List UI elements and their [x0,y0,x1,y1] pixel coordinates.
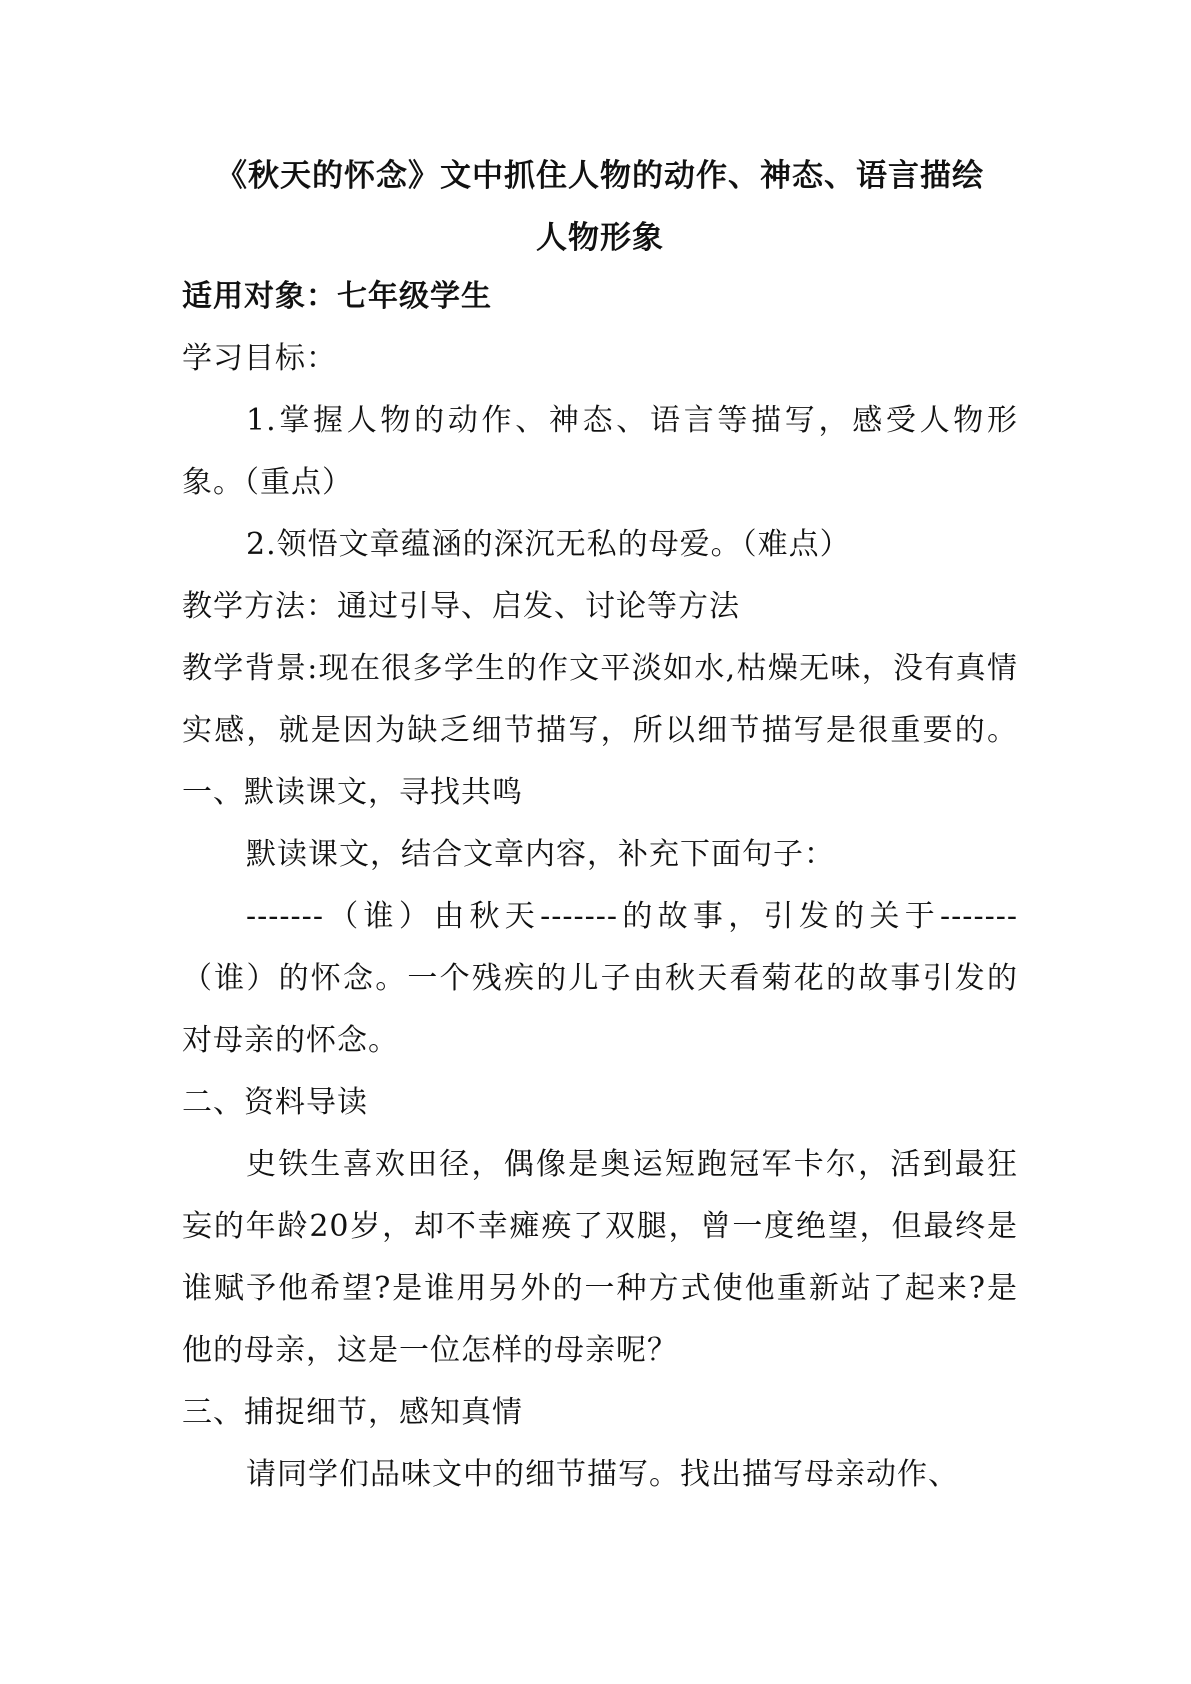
section2-heading: 二、资料导读 [182,1085,368,1120]
audience-line: 适用对象：七年级学生 [182,279,492,314]
goal-item-1: 1.掌握人物的动作、神态、语言等描写，感受人物形象。（重点） [182,403,1018,500]
teaching-background: 教学背景:现在很多学生的作文平淡如水,枯燥无味，没有真情实感，就是因为缺乏细节描写，所以细节描写是很重要的。一、默读课文，寻找共鸣 [182,651,1018,810]
section2-body: 史铁生喜欢田径，偶像是奥运短跑冠军卡尔，活到最狂妄的年龄20岁，却不幸瘫痪了双腿，曾一度绝望，但最终是谁赋予他希望?是谁用另外的一种方式使他重新站了起来?是他的母亲，这是一位怎样的母亲呢？ [182,1147,1018,1368]
goal-item-2: 2.领悟文章蕴涵的深沉无私的母爱。（难点） [246,527,851,562]
goals-heading: 学习目标： [182,341,337,376]
title-line-1: 《秋天的怀念》文中抓住人物的动作、神态、语言描绘 [216,158,984,194]
teaching-method: 教学方法：通过引导、启发、讨论等方法 [182,589,740,624]
section3-heading: 三、捕捉细节，感知真情 [182,1395,523,1430]
title-line-2: 人物形象 [536,220,664,256]
document-page [182,150,1018,1506]
section1-fill-sentence: -------（谁）由秋天-------的故事，引发的关于-------（谁）的怀念。一个残疾的儿子由秋天看菊花的故事引发的对母亲的怀念。 [182,899,1018,1058]
section3-body: 请同学们品味文中的细节描写。找出描写母亲动作、 [246,1457,959,1492]
section1-instruction: 默读课文，结合文章内容，补充下面句子： [246,837,835,872]
document-title [182,150,1018,264]
